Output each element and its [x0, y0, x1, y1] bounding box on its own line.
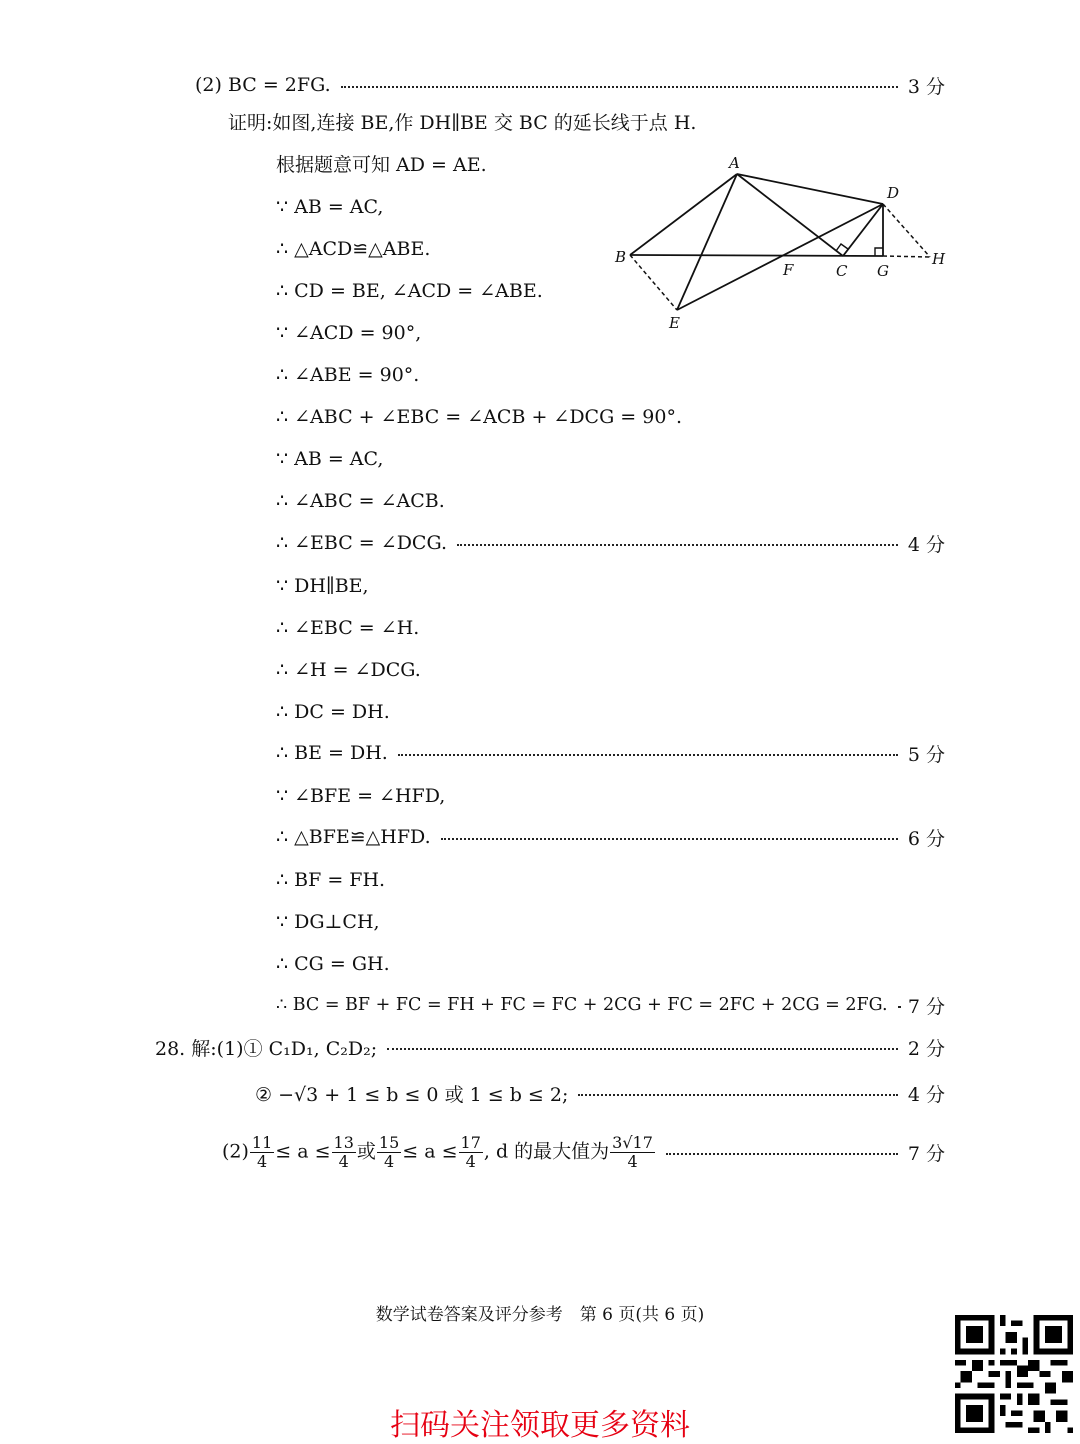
score: 5 分	[908, 740, 945, 767]
scored-row-5	[276, 740, 945, 766]
step2-3: ∴ DC = DH.	[276, 699, 390, 725]
denominator: 4	[627, 1153, 637, 1171]
leader-dots	[387, 1048, 898, 1050]
claim-row	[195, 72, 945, 98]
step-8: ∴ ∠ABC = ∠ACB.	[276, 488, 445, 514]
step-3: ∴ CD = BE, ∠ACD = ∠ABE.	[276, 278, 543, 304]
fraction-3sqrt17-4	[610, 1134, 655, 1171]
segment-gh	[883, 256, 930, 257]
denominator: 4	[339, 1153, 349, 1171]
step2-0: ∵ DH∥BE,	[276, 573, 369, 599]
scored-row-4	[276, 530, 945, 556]
denominator: 4	[257, 1153, 267, 1171]
label-b: B	[614, 248, 626, 266]
max-value-text: , d 的最大值为	[484, 1140, 609, 1162]
label-e: E	[668, 314, 680, 332]
score: 4 分	[908, 530, 945, 557]
q28-line1-score: 2 分	[908, 1034, 945, 1061]
scored-row-7	[276, 992, 945, 1018]
score: 6 分	[908, 824, 945, 851]
leader-dots	[666, 1153, 898, 1155]
leader-dots	[398, 754, 898, 756]
segment-ae	[677, 174, 737, 310]
step-4: ∵ ∠ACD = 90°,	[276, 320, 421, 346]
step3-1: ∵ DG⊥CH,	[276, 909, 380, 935]
q28-line3	[222, 1130, 945, 1174]
right-angle-g	[875, 248, 883, 256]
leader-dots	[441, 838, 898, 840]
step-1: ∵ AB = AC,	[276, 194, 383, 220]
label-h: H	[931, 250, 946, 268]
promo-text: 扫码关注领取更多资料	[0, 1400, 1080, 1444]
part-label: (2)	[222, 1140, 249, 1162]
step-7: ∵ AB = AC,	[276, 446, 383, 472]
q28-line1	[155, 1034, 945, 1060]
segment-ad	[737, 174, 883, 204]
numerator: 13	[332, 1134, 356, 1153]
q28-line3-score: 7 分	[908, 1139, 945, 1166]
fraction-17-4	[459, 1134, 483, 1171]
step2-2: ∴ ∠H = ∠DCG.	[276, 657, 421, 683]
segment-bg	[630, 255, 883, 256]
q28-line3-text	[222, 1134, 656, 1171]
leader-dots	[341, 86, 898, 88]
numerator: 11	[250, 1134, 274, 1153]
segment-dh	[883, 204, 930, 257]
score: 7 分	[908, 992, 945, 1019]
step-6: ∴ ∠ABC + ∠EBC = ∠ACB + ∠DCG = 90°.	[276, 404, 682, 430]
denominator: 4	[384, 1153, 394, 1171]
step-bfe: ∵ ∠BFE = ∠HFD,	[276, 783, 445, 809]
segment-ab	[630, 174, 737, 255]
q28-line2-text: ② −√3 + 1 ≤ b ≤ 0 或 1 ≤ b ≤ 2;	[255, 1080, 568, 1107]
scored-text: ∴ BE = DH.	[276, 742, 388, 764]
label-d: D	[886, 184, 899, 202]
proof-intro: 证明:如图,连接 BE,作 DH∥BE 交 BC 的延长线于点 H.	[228, 110, 696, 136]
fraction-11-4	[250, 1134, 274, 1171]
numerator: 3√17	[610, 1134, 655, 1153]
scored-text: ∴ ∠EBC = ∠DCG.	[276, 532, 447, 554]
segment-de	[677, 204, 883, 310]
claim-score: 3 分	[908, 72, 945, 99]
step3-0: ∴ BF = FH.	[276, 867, 385, 893]
label-f: F	[782, 261, 794, 279]
segment-be	[630, 255, 677, 310]
step-0: 根据题意可知 AD = AE.	[276, 152, 487, 178]
label-a: A	[727, 154, 740, 172]
denominator: 4	[466, 1153, 476, 1171]
numerator: 15	[377, 1134, 401, 1153]
step-5: ∴ ∠ABE = 90°.	[276, 362, 419, 388]
page-footer: 数学试卷答案及评分参考 第 6 页(共 6 页)	[0, 1300, 1080, 1325]
step3-2: ∴ CG = GH.	[276, 951, 390, 977]
q28-line2	[255, 1080, 945, 1106]
label-c: C	[836, 262, 848, 280]
leader-dots	[457, 544, 898, 546]
claim-text: (2) BC = 2FG.	[195, 74, 331, 96]
scored-text: ∴ △BFE≌△HFD.	[276, 826, 431, 848]
fraction-15-4	[377, 1134, 401, 1171]
numerator: 17	[459, 1134, 483, 1153]
fraction-13-4	[332, 1134, 356, 1171]
step2-1: ∴ ∠EBC = ∠H.	[276, 615, 419, 641]
scored-text: ∴ BC = BF + FC = FH + FC = FC + 2CG + FC = 2FC + 2CG = 2FG.	[276, 995, 888, 1015]
inequality: ≤ a ≤	[275, 1140, 330, 1162]
inequality: ≤ a ≤	[402, 1140, 457, 1162]
or-word: 或	[357, 1140, 376, 1162]
leader-dots	[578, 1094, 898, 1096]
label-g: G	[877, 262, 889, 280]
geometry-figure	[605, 150, 955, 340]
q28-line2-score: 4 分	[908, 1080, 945, 1107]
segment-ac	[737, 174, 843, 256]
step-2: ∴ △ACD≌△ABE.	[276, 236, 430, 262]
right-angle-c	[836, 244, 848, 251]
scored-row-6	[276, 824, 945, 850]
q28-line1-text: 28. 解:(1)① C₁D₁, C₂D₂;	[155, 1034, 377, 1061]
